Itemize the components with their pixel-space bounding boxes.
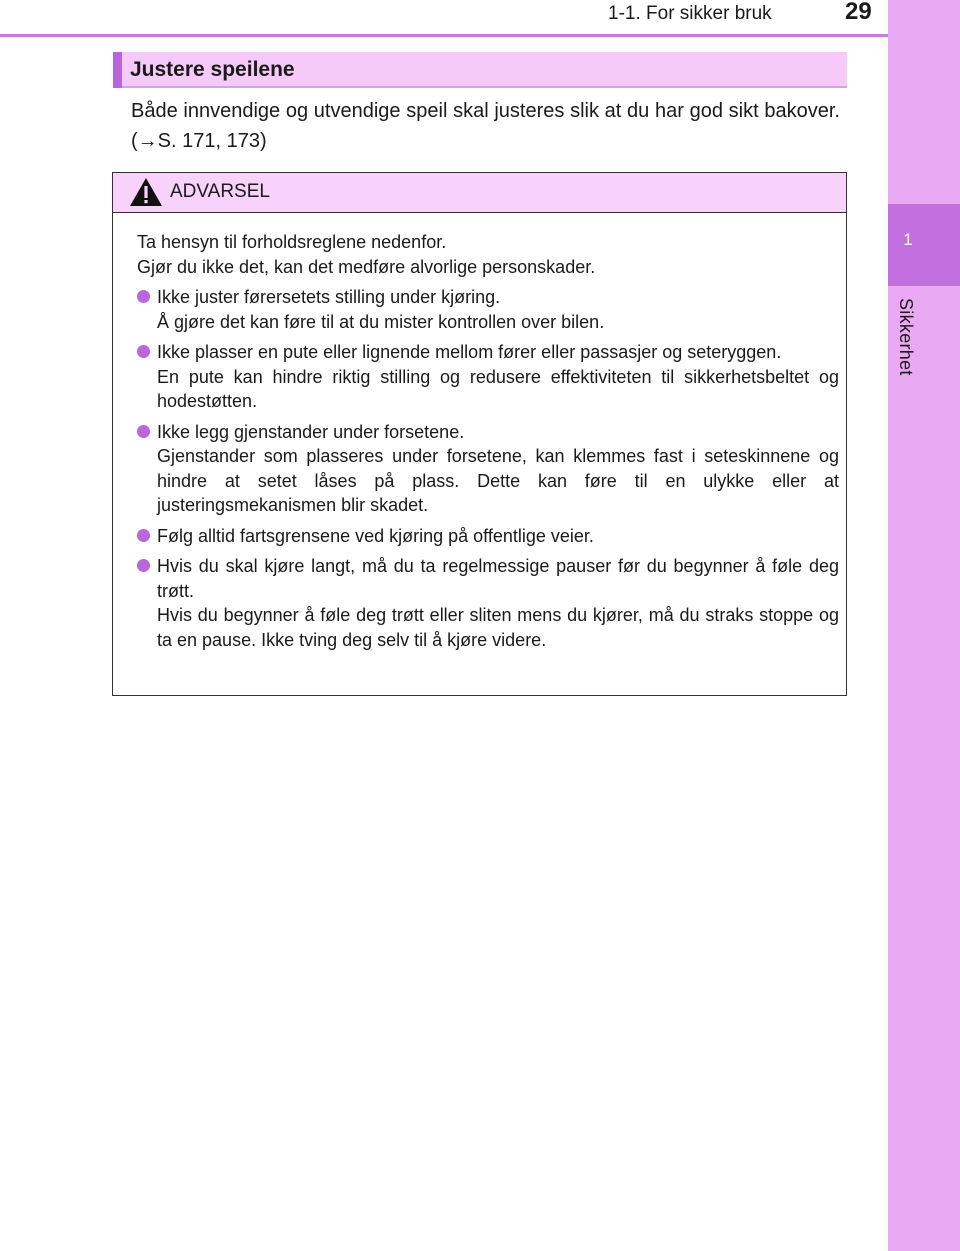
warning-item-speed-limits: [137, 524, 839, 549]
warning-item-breaks: [137, 554, 839, 652]
warning-item-driver-seat: [137, 285, 839, 334]
warning-list: [137, 285, 839, 652]
warning-item-line: Hvis du skal kjøre langt, må du ta regelmessige pauser før du begynner å føle deg trøtt.: [157, 556, 839, 601]
warning-body: [137, 230, 839, 658]
warning-item-line: En pute kan hindre riktig stilling og redusere effektiviteten til sikkerhetsbeltet og hodestøtten.: [157, 366, 839, 411]
warning-item-line: Hvis du begynner å føle deg trøtt eller sliten mens du kjører, må du straks stoppe og ta en pause. Ikke tving deg selv til å kjøre videre.: [157, 605, 839, 650]
warning-title: ADVARSEL: [170, 181, 270, 202]
warning-item-line: Gjenstander som plasseres under forsetene, kan klemmes fast i seteskinnene og hindre at setet låses på plass. Dette kan føre til en ulykke eller at justeringsmekanismen blir skadet.: [157, 446, 839, 515]
warning-item-line: Ikke plasser en pute eller lignende mellom fører eller passasjer og seteryggen.: [157, 342, 782, 362]
warning-intro-line: Ta hensyn til forholdsreglene nedenfor.: [137, 232, 447, 252]
section-heading-accent: [113, 52, 122, 88]
warning-item-objects-under-seats: [137, 420, 839, 518]
warning-header: [113, 173, 846, 213]
warning-item-line: Å gjøre det kan føre til at du mister kontrollen over bilen.: [157, 311, 605, 332]
warning-intro-line: Gjør du ikke det, kan det medføre alvorlige personskader.: [137, 256, 596, 277]
header-divider: [0, 34, 888, 37]
warning-intro: [137, 230, 839, 279]
warning-item-cushion: [137, 340, 839, 414]
bullet-icon: [137, 425, 150, 438]
chapter-tab-number: 1: [903, 230, 913, 249]
warning-item-line: Følg alltid fartsgrensene ved kjøring på offentlige veier.: [157, 525, 594, 546]
warning-triangle-icon: [129, 177, 163, 207]
header-section-title: 1-1. For sikker bruk: [608, 3, 772, 24]
bullet-icon: [137, 290, 150, 303]
bullet-icon: [137, 345, 150, 358]
page-number: 29: [845, 0, 872, 25]
section-intro: Både innvendige og utvendige speil skal justeres slik at du har god sikt bakover. (→S. 171, 173): [131, 100, 840, 152]
chapter-sidebar: [888, 0, 960, 1251]
section-title: Justere speilene: [130, 58, 295, 81]
chapter-label: Sikkerhet: [896, 298, 916, 376]
bullet-icon: [137, 529, 150, 542]
warning-item-line: Ikke juster førersetets stilling under kjøring.: [157, 287, 501, 307]
bullet-icon: [137, 559, 150, 572]
warning-box: [112, 172, 847, 696]
warning-item-line: Ikke legg gjenstander under forsetene.: [157, 421, 465, 442]
